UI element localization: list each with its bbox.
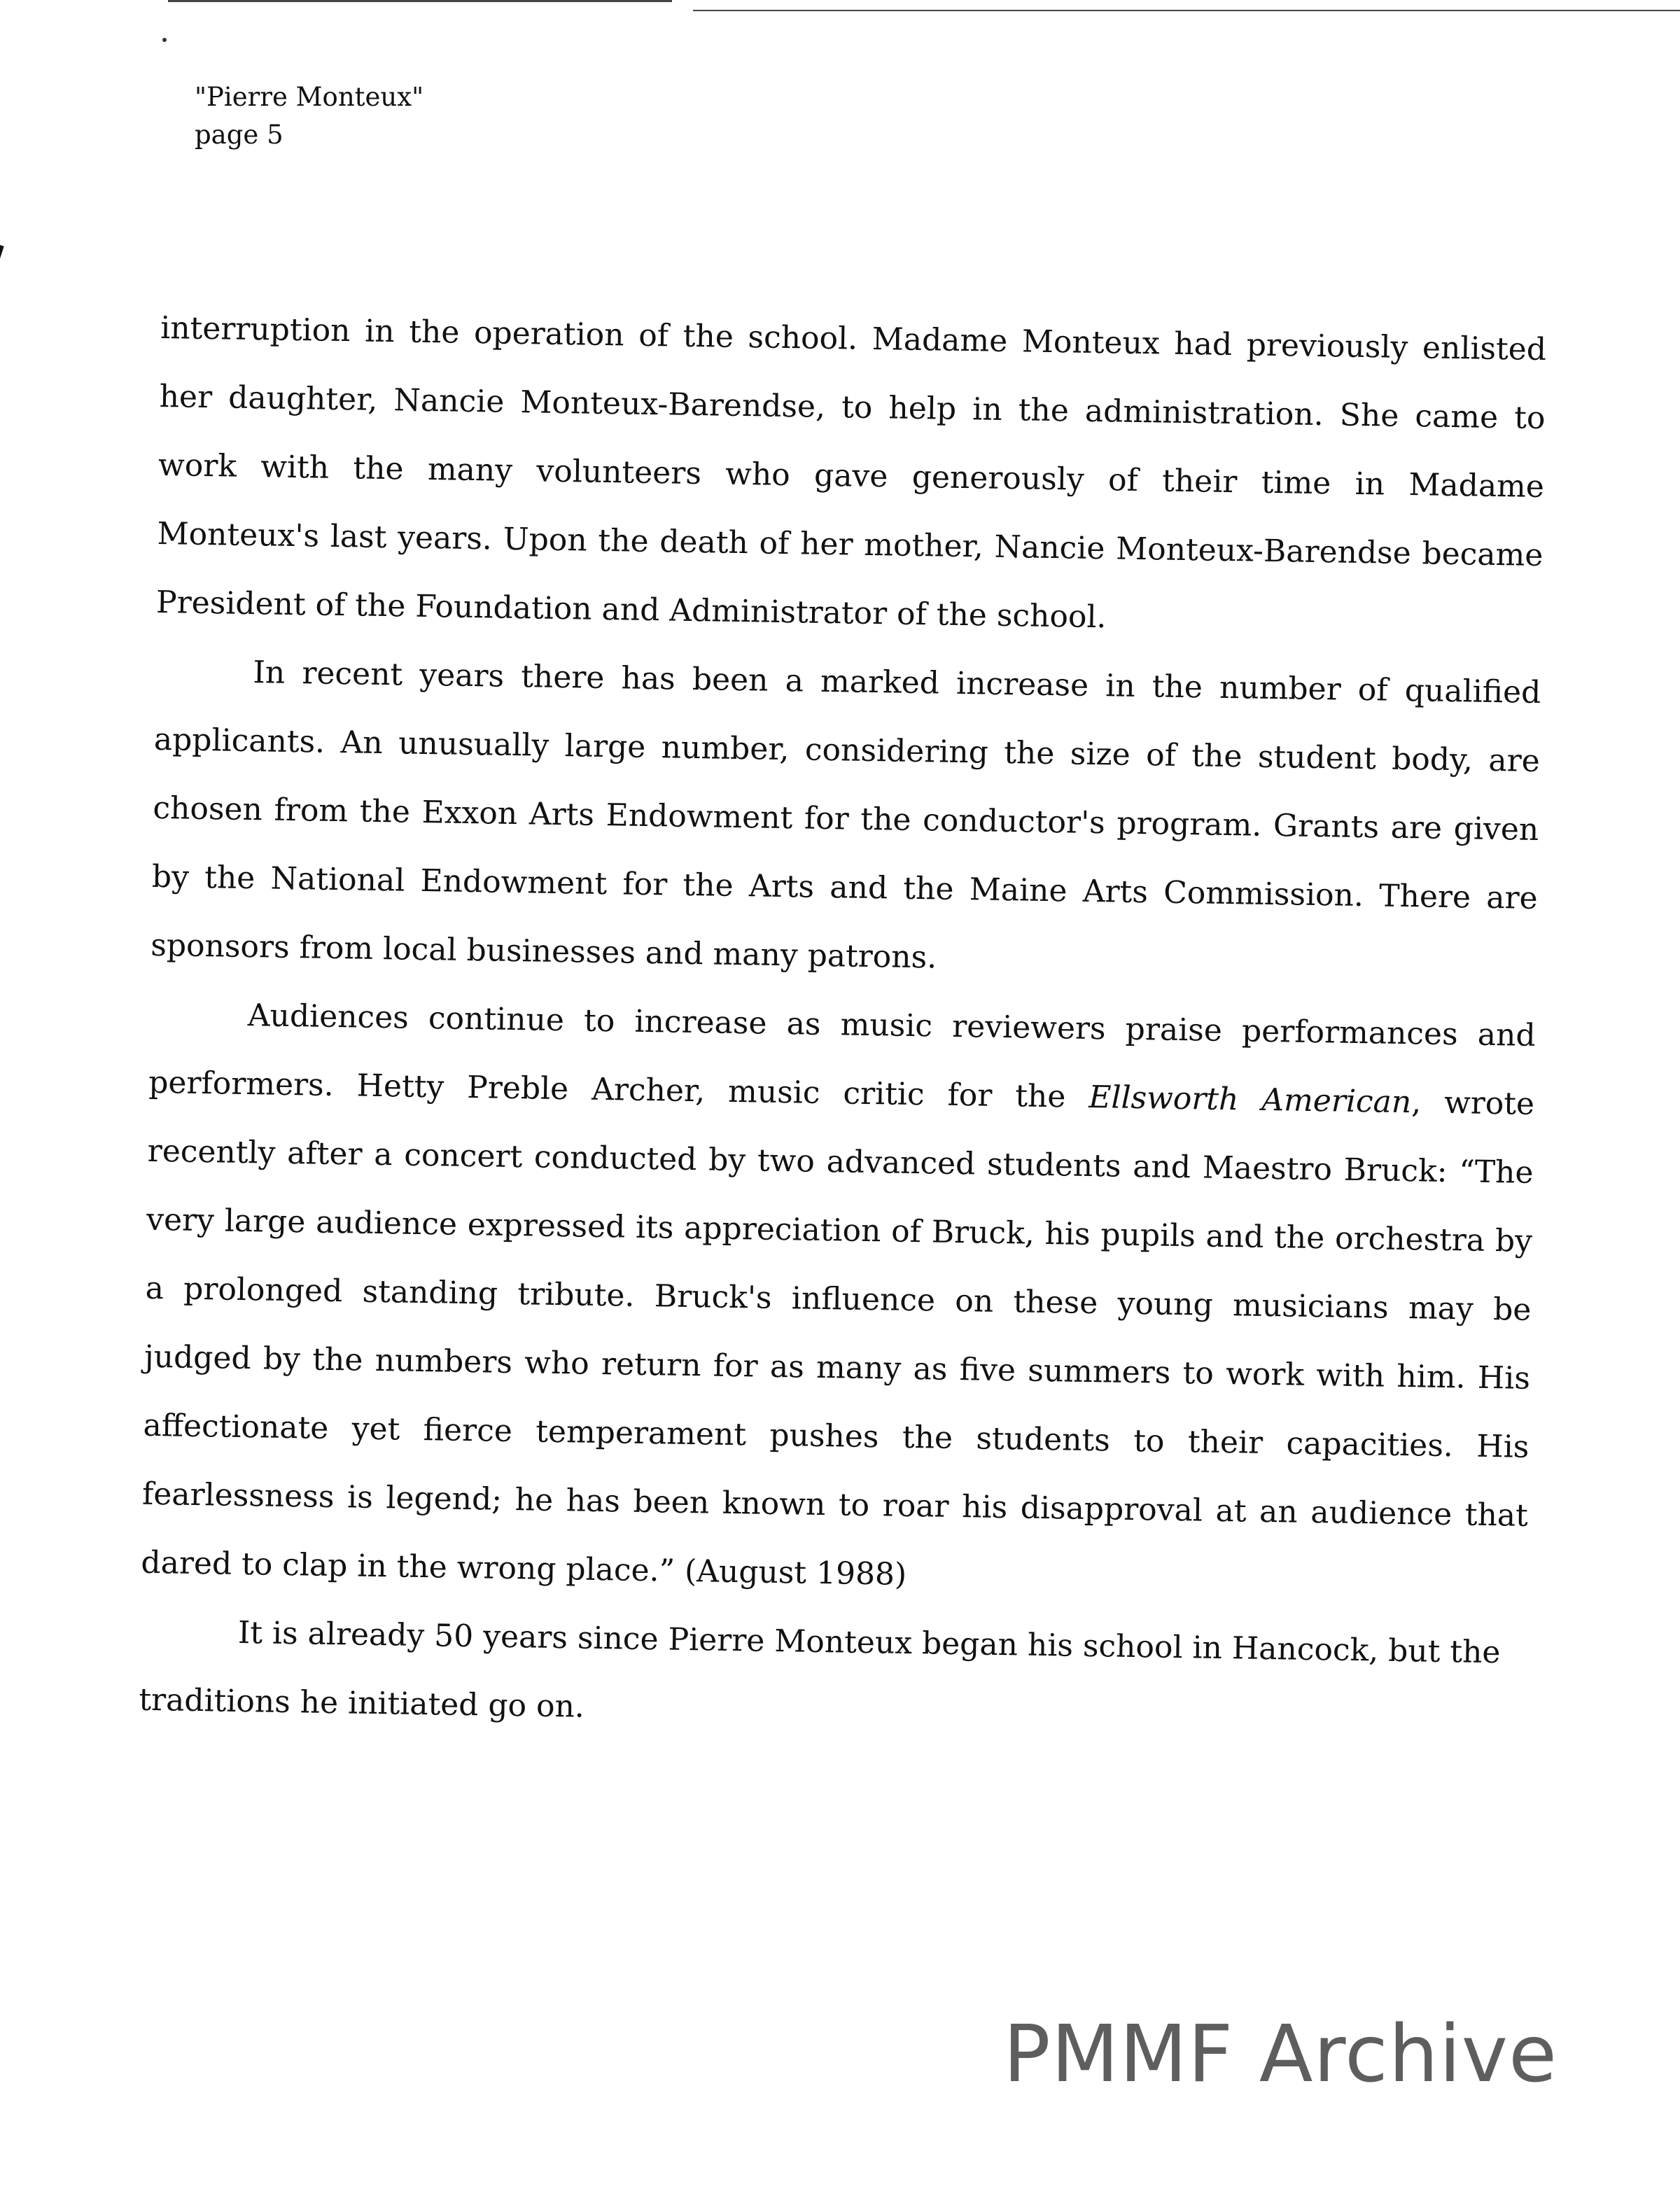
page-number: page 5 (195, 120, 284, 150)
publication-title: Ellsworth American (1088, 1079, 1412, 1121)
scan-top-rule-right (693, 10, 1680, 11)
page-header (195, 78, 424, 154)
archive-watermark: PMMF Archive (1003, 2009, 1558, 2100)
paragraph-closing: It is already 50 years since Pierre Monteux began his school in Hancock, but the traditions he initiated go on. (139, 1614, 1501, 1725)
document-body (139, 294, 1547, 1756)
margin-tick-mark (0, 245, 4, 293)
paragraph-audiences-lead: Audiences continue to increase as music reviewers praise performances and performers. Hetty Preble Archer, music critic for the (148, 997, 1536, 1115)
scan-top-rule-left (168, 0, 672, 2)
scan-speck (162, 38, 167, 42)
paragraph-audiences (141, 980, 1536, 1619)
paragraph-continuation: interruption in the operation of the school. Madame Monteux had previously enlisted her daughter, Nancie Monteux-Barendse, to help in the administration. She came to work with the many volunteers who gave generously of their time in Madame Monteux's last years. Upon the death of her mother, Nancie Monteux-Barendse became President of the Foundation and Administrator of the school. (155, 309, 1547, 636)
document-title: "Pierre Monteux" (195, 82, 424, 112)
paragraph-audiences-quote: , wrote recently after a concert conducted by two advanced students and Maestro Bruck: “The very large audience expressed its appreciation of Bruck, his pupils and the orchestra by a prolonged standing tribute. Bruck's influence on these young musicians may be judged by the numbers who return for as many as five summers to work with him. His affectionate yet fierce temperament pushes the students to their capacities. His fearlessness is legend; he has been known to roar his disapproval at an audience that dared to clap in the wrong place.” (August 1988) (141, 1084, 1535, 1592)
paragraph-applicants: In recent years there has been a marked increase in the number of qualified applicants. An unusually large number, considering the size of the student body, are chosen from the Exxon Arts Endowment for the conductor's program. Grants are given by the National Endowment for the Arts and the Maine Arts Commission. There are sponsors from local businesses and many patrons. (150, 654, 1541, 976)
